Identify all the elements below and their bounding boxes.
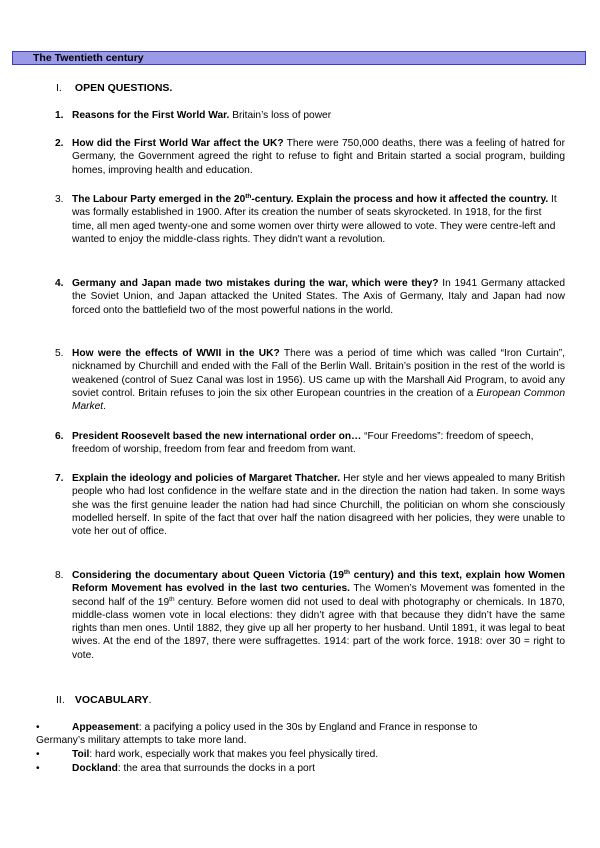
question-number: 2.: [55, 138, 64, 149]
question-text: How were the effects of WWII in the UK?: [72, 348, 280, 359]
section-number: II.: [56, 694, 65, 706]
vocab-item-appeasement: [36, 721, 576, 748]
bullet: •: [36, 749, 40, 760]
question-number: 1.: [55, 110, 64, 121]
section-label-end: .: [148, 694, 152, 706]
question-6: [55, 430, 565, 457]
answer-text: “Four Freedoms”: freedom of speech, freedom of worship, freedom from fear and freedom from want.: [72, 431, 534, 456]
question-number: 6.: [55, 431, 64, 442]
answer-text: Her style and her views appealed to many British people who had lost confidence in the welfare state and in the direction the nation had taken. In some ways she was the first genuine leader the nation had had since Churchill, the politician on whom she consciously modelled herself. In spite of the fact that over half the nation disagreed with her policies, they were unable to vote her out of office.: [72, 473, 565, 538]
question-number: 7.: [55, 473, 64, 484]
question-5: [55, 347, 565, 413]
question-3: [55, 193, 565, 246]
question-number: 3.: [55, 194, 64, 205]
section-heading-vocabulary: [56, 694, 152, 707]
bullet: •: [36, 763, 40, 774]
question-text: Explain the ideology and policies of Margaret Thatcher.: [72, 473, 341, 484]
page-title: The Twentieth century: [33, 52, 144, 64]
answer-text: It was formally established in 1900. After its creation the number of seats skyrocketed. In 1918, for the first time, all men aged twenty-one and some women over thirty were allowed to vote. They were centre-left and wanted to enjoy the middle-class rights. They didn't want a revolution.: [72, 194, 557, 245]
superscript: th: [343, 569, 351, 576]
vocab-definition: : the area that surrounds the docks in a port: [117, 763, 315, 774]
question-text: How did the First World War affect the UK?: [72, 138, 284, 149]
vocab-item-dockland: [36, 762, 576, 775]
answer-text: There were 750,000 deaths, there was a feeling of hatred for Germany, the Government agreed the right to refuse to fight and Britain started a social program, building homes, improving health and education.: [72, 138, 565, 176]
vocab-term: Appeasement: [72, 722, 139, 733]
question-8: [55, 569, 565, 662]
superscript: th: [169, 595, 175, 603]
answer-emphasis: European Common Market: [72, 387, 566, 413]
vocab-term: Toil: [72, 749, 90, 760]
bullet: •: [36, 722, 40, 733]
vocab-definition-cont: Germany’s military attempts to take more land.: [36, 735, 247, 747]
vocab-item-toil: [36, 748, 576, 761]
answer-text: The Women’s Movement was fomented in the second half of the 19: [72, 583, 565, 608]
vocab-definition: : a pacifying a policy used in the 30s by England and France in response to: [138, 722, 478, 733]
question-1: [55, 109, 565, 122]
question-text: The Labour Party emerged in the 20: [72, 194, 246, 205]
answer-text: In 1941 Germany attacked the Soviet Union, and Japan attacked the United States. The Axis of Germany, Italy and Japan had now forced onto the battlefield two of the most powerful nations in the world.: [72, 278, 566, 316]
section-label: OPEN QUESTIONS.: [74, 82, 173, 94]
question-number: 8.: [55, 570, 64, 581]
question-4: [55, 277, 565, 317]
question-text: Reasons for the First World War.: [72, 110, 230, 121]
question-7: [55, 472, 565, 538]
question-text: Considering the documentary about Queen Victoria (19: [72, 570, 344, 581]
superscript: th: [245, 193, 252, 200]
answer-text: Britain’s loss of power: [229, 110, 332, 121]
question-text: Germany and Japan made two mistakes during the war, which were they?: [72, 278, 439, 289]
answer-text-cont: century. Before women did not used to deal with photography or chemicals. In 1870, middle-class women vote in local elections: they didn’t agree with that because they didn’t have the same rights than men ones. Until 1882, they give up all her property to her husband. Until 1891, it was legal to beat wives. At the end of the 1897, there were suffragettes. 1914: part of the work force. 1918: over 30 = right to vote.: [72, 596, 565, 661]
answer-end: .: [103, 401, 106, 413]
vocab-definition: : hard work, especially work that makes you feel physically tired.: [89, 749, 379, 760]
section-number: I.: [56, 82, 62, 94]
question-number: 4.: [55, 278, 64, 289]
vocab-term: Dockland: [72, 763, 118, 774]
section-label: VOCABULARY: [74, 694, 149, 706]
answer-text: There was a period of time which was called “Iron Curtain”, nicknamed by Churchill and ended with the Fall of the Berlin Wall. Britain’s position in the rest of the world is weakened (control of Suez Canal was lost in 1956). US came up with the Marshall Aid Program, to avoid any soviet control. Britain refuses to join the six other European countries in the creation of a: [72, 348, 565, 399]
question-number: 5.: [55, 348, 64, 359]
section-title-bar: [12, 51, 586, 65]
question-text: President Roosevelt based the new international order on…: [72, 431, 362, 442]
question-text-cont: century) and this text, explain how Women Reform Movement has evolved in the last two centuries.: [72, 570, 565, 595]
question-text-cont: -century. Explain the process and how it affected the country.: [251, 194, 549, 205]
section-heading-open-questions: [56, 82, 172, 95]
question-2: [55, 137, 565, 177]
